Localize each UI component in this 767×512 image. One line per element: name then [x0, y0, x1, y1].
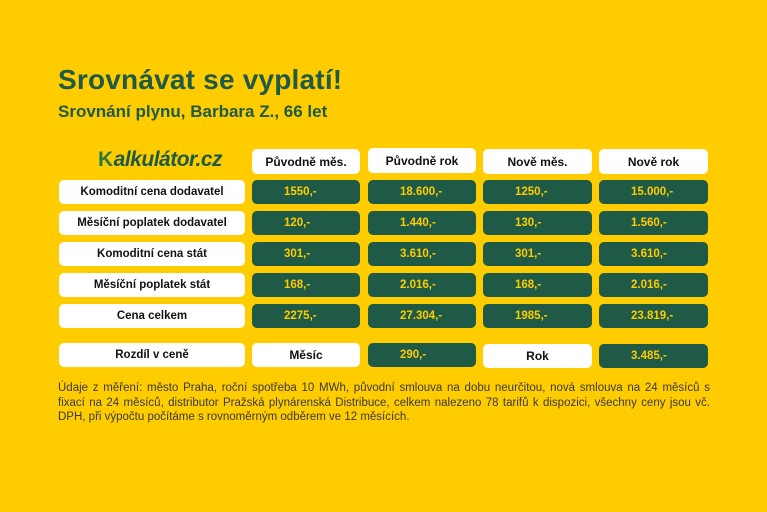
row-label-commodity-supplier: Komoditní cena dodavatel — [59, 180, 245, 204]
row-label-price-difference: Rozdíl v ceně — [59, 343, 245, 367]
difference-year-value: 3.485,- — [599, 344, 708, 368]
table-cell: 15.000,- — [599, 180, 708, 204]
table-cell: 301,- — [252, 242, 360, 266]
table-cell: 130,- — [483, 211, 592, 235]
difference-month-value: 290,- — [368, 343, 476, 367]
table-cell: 3.610,- — [599, 242, 708, 266]
table-cell: 1250,- — [483, 180, 592, 204]
table-cell: 2275,- — [252, 304, 360, 328]
table-cell: 1.560,- — [599, 211, 708, 235]
table-cell: 18.600,- — [368, 180, 476, 204]
table-cell: 2.016,- — [368, 273, 476, 297]
table-cell: 23.819,- — [599, 304, 708, 328]
page-title: Srovnávat se vyplatí! — [58, 64, 343, 95]
kalkulator-logo[interactable] — [98, 148, 222, 172]
row-label-monthly-fee-supplier: Měsíční poplatek dodavatel — [59, 211, 245, 235]
table-cell: 2.016,- — [599, 273, 708, 297]
row-label-monthly-fee-state: Měsíční poplatek stát — [59, 273, 245, 297]
difference-month-label: Měsíc — [252, 343, 360, 367]
difference-year-label: Rok — [483, 344, 592, 368]
table-cell: 3.610,- — [368, 242, 476, 266]
row-label-total-price: Cena celkem — [59, 304, 245, 328]
row-label-commodity-state: Komoditní cena stát — [59, 242, 245, 266]
column-header-original-month: Původně měs. — [252, 149, 360, 174]
table-cell: 168,- — [252, 273, 360, 297]
column-header-new-year: Nově rok — [599, 149, 708, 174]
table-cell: 1550,- — [252, 180, 360, 204]
column-header-original-year: Původně rok — [368, 148, 476, 173]
table-cell: 1.440,- — [368, 211, 476, 235]
logo-k-mark: K — [98, 148, 113, 171]
table-cell: 1985,- — [483, 304, 592, 328]
footnote: Údaje z měření: město Praha, roční spotřeba 10 MWh, původní smlouva na dobu neurčitou, nová smlouva na 24 měsíců s fixací na 24 měsíců, distributor Pražská plynárenská Distribuce, celkem nalezeno 78 tarifů k dispozici, všechny ceny jsou vč. DPH, při výpočtu počítáme s rovnoměrným odběrem ve 12 měsících. — [58, 382, 710, 423]
table-cell: 301,- — [483, 242, 592, 266]
column-header-new-month: Nově měs. — [483, 149, 592, 174]
table-cell: 27.304,- — [368, 304, 476, 328]
table-cell: 168,- — [483, 273, 592, 297]
logo-text: alkulátor.cz — [113, 148, 223, 171]
table-cell: 120,- — [252, 211, 360, 235]
page-subtitle: Srovnání plynu, Barbara Z., 66 let — [58, 102, 328, 121]
